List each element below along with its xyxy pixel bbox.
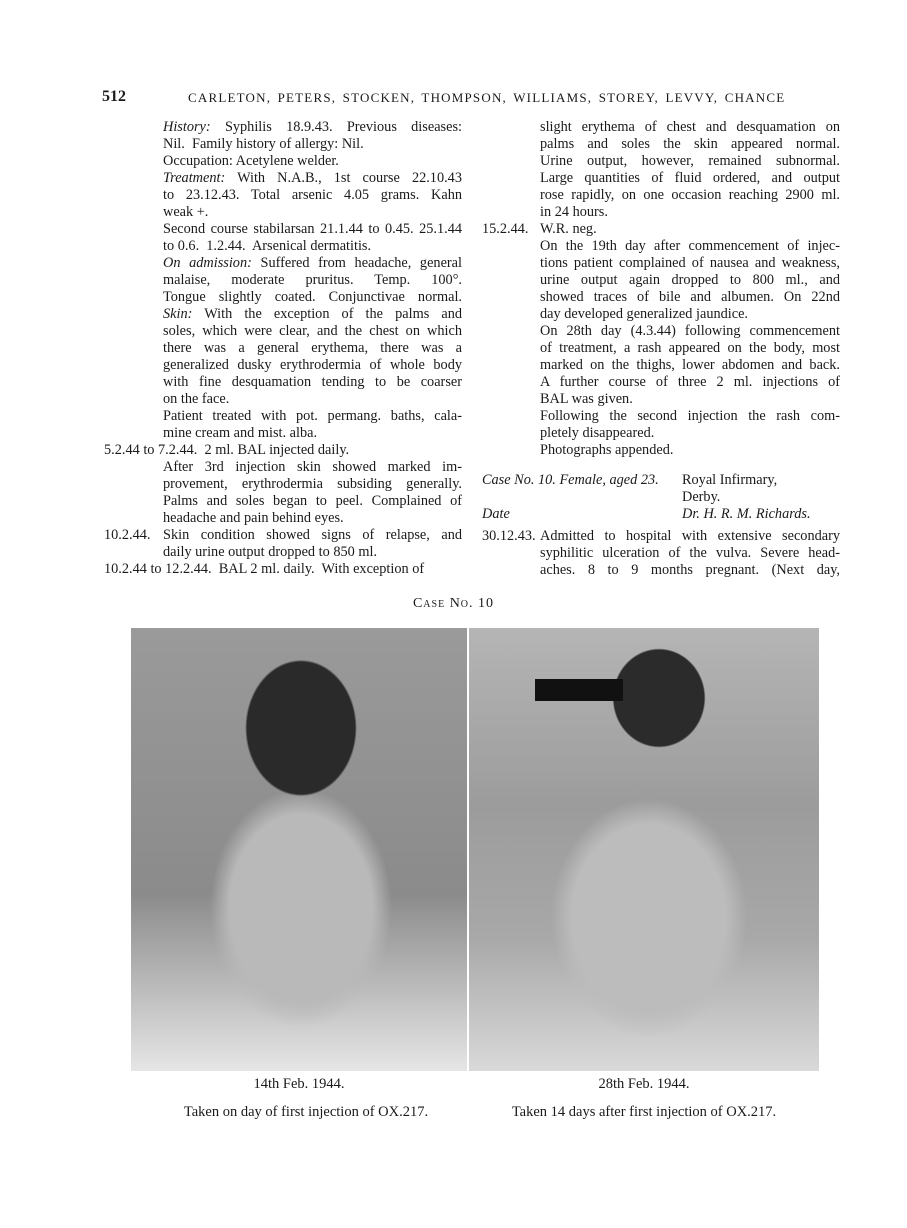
line-text	[163, 527, 462, 544]
line-text	[540, 136, 840, 153]
text-line	[104, 136, 462, 153]
photo-1-date: 14th Feb. 1944.	[253, 1076, 345, 1092]
line-content: Nil. Family history of allergy: Nil.	[163, 136, 364, 152]
photo-before-treatment	[131, 628, 467, 1071]
line-text	[163, 357, 462, 374]
line-text	[163, 289, 462, 306]
case-header-line	[482, 472, 840, 489]
line-content: slight erythema of chest and desquamation on	[540, 119, 840, 135]
text-line	[482, 425, 840, 442]
line-content: tions patient complained of nausea and weakness,	[540, 255, 840, 271]
text-line	[482, 357, 840, 374]
text-line	[104, 170, 462, 187]
line-content: daily urine output dropped to 850 ml.	[163, 544, 378, 560]
date-label: Date	[482, 506, 510, 522]
line-text	[163, 238, 462, 255]
text-line	[104, 425, 462, 442]
text-line	[104, 510, 462, 527]
line-content: Palms and soles began to peel. Complained of	[163, 493, 462, 509]
text-line	[104, 459, 462, 476]
line-content: pletely disappeared.	[540, 425, 655, 441]
entry-text: BAL 2 ml. daily. With exception of	[211, 561, 425, 577]
text-line	[104, 374, 462, 391]
line-text	[540, 119, 840, 136]
text-line	[104, 119, 462, 136]
line-text	[540, 153, 840, 170]
text-line	[482, 528, 840, 545]
line-content: A further course of three 2 ml. injections of	[540, 374, 840, 390]
line-text	[163, 187, 462, 204]
line-content: malaise, moderate pruritus. Temp. 100°.	[163, 272, 462, 288]
line-text	[540, 255, 840, 272]
line-content: generalized dusky erythrodermia of whole body	[163, 357, 462, 373]
text-line	[482, 119, 840, 136]
entry-date: 5.2.44 to 7.2.44.	[104, 442, 198, 458]
line-content: Photographs appended.	[540, 442, 674, 458]
case-header-line	[482, 489, 840, 506]
line-text	[163, 391, 462, 408]
line-content: BAL was given.	[540, 391, 633, 407]
line-content: mine cream and mist. alba.	[163, 425, 318, 441]
line-text	[163, 119, 462, 136]
line-text	[163, 136, 462, 153]
text-line	[104, 476, 462, 493]
text-line	[104, 493, 462, 510]
section-label: On admission:	[163, 255, 252, 271]
line-content: with fine desquamation tending to be coarser	[163, 374, 462, 390]
line-content: Skin condition showed signs of relapse, and	[163, 527, 462, 543]
text-line	[482, 221, 840, 238]
line-content: in 24 hours.	[540, 204, 608, 220]
line-content: Second course stabilarsan 21.1.44 to 0.45. 25.1.44	[163, 221, 462, 237]
running-head: CARLETON, PETERS, STOCKEN, THOMPSON, WILLIAMS, STOREY, LEVVY, CHANCE	[188, 90, 786, 105]
line-text	[540, 187, 840, 204]
line-content: of treatment, a rash appeared on the body, most	[540, 340, 840, 356]
line-content: With the exception of the palms and	[204, 306, 462, 322]
line-content: Admitted to hospital with extensive secondary	[540, 528, 840, 544]
text-line	[482, 255, 840, 272]
line-text	[540, 340, 840, 357]
line-content: After 3rd injection skin showed marked im-	[163, 459, 462, 475]
entry-date: 10.2.44 to 12.2.44.	[104, 561, 212, 577]
text-line	[104, 408, 462, 425]
text-line	[482, 204, 840, 221]
text-line	[104, 153, 462, 170]
line-content: marked on the thighs, lower abdomen and back.	[540, 357, 840, 373]
line-content: on the face.	[163, 391, 230, 407]
line-content: weak +.	[163, 204, 209, 220]
text-line	[104, 306, 462, 323]
text-line	[482, 340, 840, 357]
text-line	[104, 204, 462, 221]
line-text	[540, 221, 840, 238]
line-text	[163, 493, 462, 510]
line-content: rose rapidly, on one occasion reaching 2900 ml.	[540, 187, 840, 203]
text-line	[482, 306, 840, 323]
line-content: to 23.12.43. Total arsenic 4.05 grams. Kahn	[163, 187, 462, 203]
text-line	[482, 272, 840, 289]
right-column	[482, 119, 840, 579]
line-text	[163, 340, 462, 357]
line-text	[163, 510, 462, 527]
photo-2-date: 28th Feb. 1944.	[598, 1076, 690, 1092]
text-line	[482, 562, 840, 579]
text-line	[104, 442, 462, 459]
line-content: With N.A.B., 1st course 22.10.43	[237, 170, 462, 186]
text-line	[482, 170, 840, 187]
line-text	[163, 544, 462, 561]
text-line	[482, 374, 840, 391]
line-content: Suffered from headache, general	[260, 255, 462, 271]
line-text	[540, 391, 840, 408]
line-text	[540, 323, 840, 340]
line-text	[540, 170, 840, 187]
line-text	[540, 357, 840, 374]
text-line	[104, 238, 462, 255]
line-content: Following the second injection the rash com-	[540, 408, 840, 424]
line-content: Syphilis 18.9.43. Previous diseases:	[224, 119, 462, 135]
case-header-line	[482, 506, 840, 523]
text-line	[104, 289, 462, 306]
photo-after-treatment	[469, 628, 819, 1071]
line-text	[540, 374, 840, 391]
line-content: Urine output, however, remained subnormal.	[540, 153, 840, 169]
line-text	[163, 221, 462, 238]
line-content: Patient treated with pot. permang. baths, cala-	[163, 408, 462, 424]
text-line	[104, 187, 462, 204]
line-text	[540, 545, 840, 562]
line-text	[540, 408, 840, 425]
section-label: Treatment:	[163, 170, 226, 186]
text-line	[104, 255, 462, 272]
text-line	[104, 340, 462, 357]
text-line	[482, 136, 840, 153]
line-text	[540, 238, 840, 255]
entry-date: 10.2.44.	[104, 527, 151, 543]
line-text	[540, 289, 840, 306]
text-line	[104, 561, 462, 578]
entry-text: 2 ml. BAL injected daily.	[197, 442, 350, 458]
doctor-name: Dr. H. R. M. Richards.	[682, 506, 811, 522]
line-text	[163, 323, 462, 340]
line-content: urine output again dropped to 800 ml., and	[540, 272, 840, 288]
line-content: palms and soles the skin appeared normal.	[540, 136, 840, 152]
line-text	[540, 562, 840, 579]
line-text	[163, 204, 462, 221]
line-text	[540, 306, 840, 323]
line-content: Tongue slightly coated. Conjunctivae normal.	[163, 289, 462, 305]
text-line	[482, 408, 840, 425]
text-line	[104, 391, 462, 408]
line-text	[163, 408, 462, 425]
text-line	[482, 545, 840, 562]
line-text	[540, 425, 840, 442]
hospital-name: Royal Infirmary,	[682, 472, 778, 488]
line-text	[163, 153, 462, 170]
line-content: there was a general erythema, there was a	[163, 340, 462, 356]
line-content: syphilitic ulceration of the vulva. Severe head-	[540, 545, 840, 561]
line-content: day developed generalized jaundice.	[540, 306, 748, 322]
line-content: Large quantities of fluid ordered, and output	[540, 170, 840, 186]
text-line	[104, 544, 462, 561]
text-line	[104, 527, 462, 544]
line-text	[163, 425, 462, 442]
text-line	[482, 238, 840, 255]
line-content: aches. 8 to 9 months pregnant. (Next day,	[540, 562, 840, 578]
line-text	[163, 374, 462, 391]
entry-date: 30.12.43.	[482, 528, 536, 544]
text-line	[104, 323, 462, 340]
line-content: provement, erythrodermia subsiding generally.	[163, 476, 462, 492]
text-line	[482, 187, 840, 204]
photo-2-caption: Taken 14 days after first injection of OX.217.	[511, 1104, 777, 1120]
line-text	[540, 528, 840, 545]
text-line	[482, 323, 840, 340]
line-text	[540, 204, 840, 221]
line-text	[163, 476, 462, 493]
line-text	[163, 255, 462, 272]
line-content: Occupation: Acetylene welder.	[163, 153, 339, 169]
line-content: soles, which were clear, and the chest on which	[163, 323, 462, 339]
line-text	[163, 459, 462, 476]
text-line	[482, 153, 840, 170]
hospital-city: Derby.	[682, 489, 721, 505]
line-text	[540, 272, 840, 289]
text-line	[104, 272, 462, 289]
line-text	[540, 442, 840, 459]
text-line	[482, 289, 840, 306]
line-content: On 28th day (4.3.44) following commencement	[540, 323, 840, 339]
line-text	[163, 170, 462, 187]
line-content: headache and pain behind eyes.	[163, 510, 344, 526]
text-line	[104, 357, 462, 374]
left-column	[104, 119, 462, 578]
line-text	[163, 306, 462, 323]
text-line	[104, 221, 462, 238]
page-number: 512	[102, 88, 126, 105]
text-line	[482, 442, 840, 459]
photo-1-caption: Taken on day of first injection of OX.217.	[183, 1104, 429, 1120]
line-text	[163, 272, 462, 289]
line-content: W.R. neg.	[540, 221, 597, 237]
eye-censor-bar	[535, 679, 623, 701]
text-line	[482, 391, 840, 408]
section-label: Skin:	[163, 306, 193, 322]
line-content: On the 19th day after commencement of injec-	[540, 238, 840, 254]
case-title: Case No. 10. Female, aged 23.	[482, 472, 659, 488]
figure-title: Case No. 10	[412, 596, 495, 611]
entry-date: 15.2.44.	[482, 221, 529, 237]
section-label: History:	[163, 119, 211, 135]
line-content: showed traces of bile and albumen. On 22nd	[540, 289, 840, 305]
line-content: to 0.6. 1.2.44. Arsenical dermatitis.	[163, 238, 372, 254]
